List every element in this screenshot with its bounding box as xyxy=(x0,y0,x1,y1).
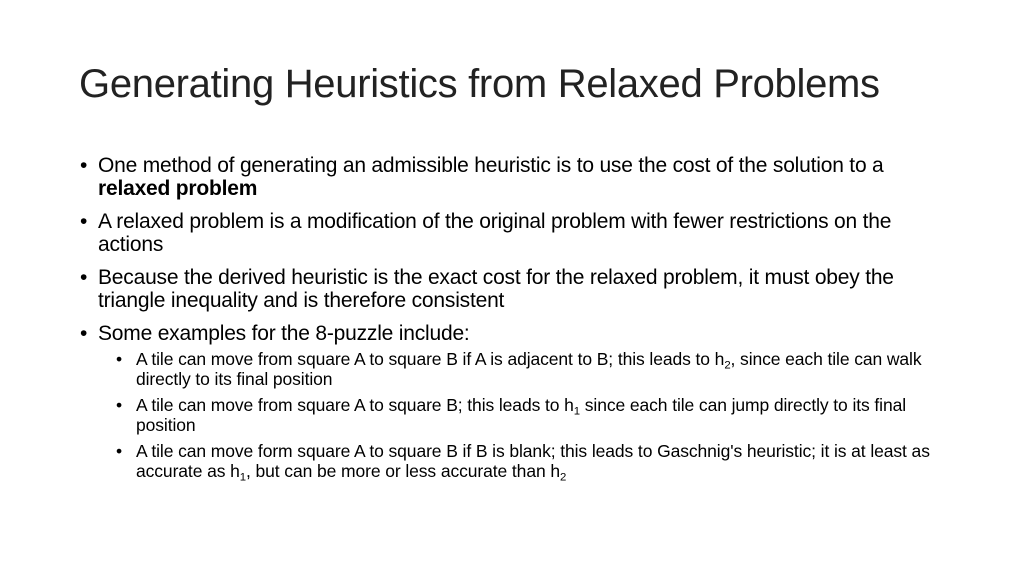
slide-content xyxy=(80,154,960,487)
slide-title: Generating Heuristics from Relaxed Problems xyxy=(79,62,880,106)
subbullet-item xyxy=(116,395,960,435)
bullet-text: Because the derived heuristic is the exact cost for the relaxed problem, it must obey the triangle inequality and is therefore consistent xyxy=(98,266,894,312)
subbullet-text: A tile can move from square A to square B if A is adjacent to B; this leads to h xyxy=(136,349,725,369)
subscript: 1 xyxy=(573,405,580,418)
subbullet-item xyxy=(116,441,960,484)
subbullet-item xyxy=(116,349,960,389)
bullet-item xyxy=(80,210,960,256)
bullet-text: Some examples for the 8-puzzle include: xyxy=(98,322,470,345)
subbullet-text: , since each tile can walk directly to its final position xyxy=(136,349,922,389)
subbullet-text: A tile can move form square A to square B if B is blank; this leads to Gaschnig's heuristic; it is at least as accurate as h xyxy=(136,441,930,481)
bullet-bold-term: relaxed problem xyxy=(98,177,258,200)
subscript: 1 xyxy=(239,471,246,484)
bullet-item xyxy=(80,322,960,345)
subscript: 2 xyxy=(724,359,731,372)
bullet-text: One method of generating an admissible heuristic is to use the cost of the solution to a xyxy=(98,154,884,177)
bullet-text: A relaxed problem is a modification of the original problem with fewer restrictions on the actions xyxy=(98,210,892,256)
subbullet-text: A tile can move from square A to square B; this leads to h xyxy=(136,395,574,415)
subbullet-text: , but can be more or less accurate than h xyxy=(245,461,560,481)
bullet-item xyxy=(80,266,960,312)
bullet-item xyxy=(80,154,960,200)
subscript: 2 xyxy=(559,471,567,484)
subbullet-text: since each tile can jump directly to its final position xyxy=(136,395,907,435)
